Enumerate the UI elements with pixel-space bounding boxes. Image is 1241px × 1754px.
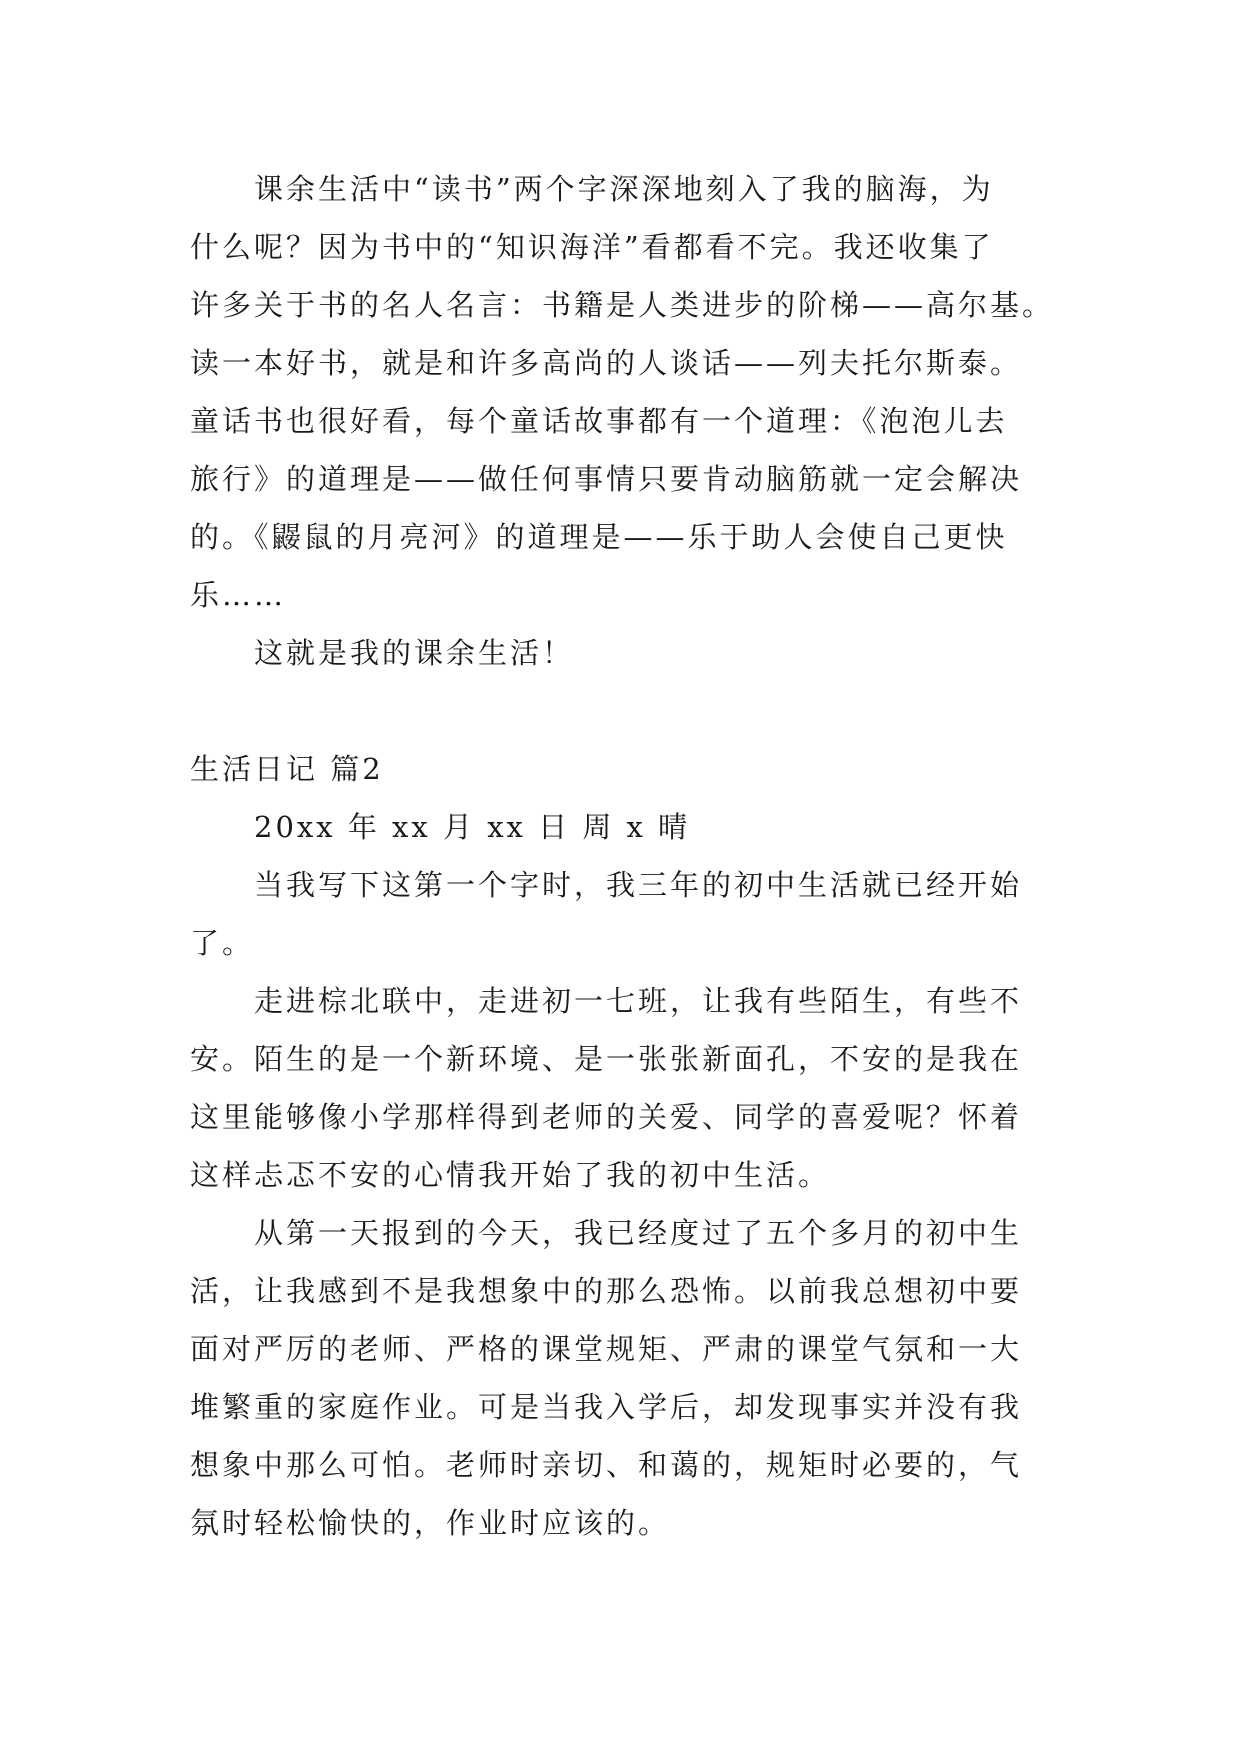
- paragraph-line: 的。《鼹鼠的月亮河》的道理是——乐于助人会使自己更快: [190, 520, 1008, 554]
- date-line: 20xx 年 xx 月 xx 日 周 x 晴: [254, 810, 691, 844]
- paragraph-line: 童话书也很好看，每个童话故事都有一个道理：《泡泡儿去: [190, 404, 1008, 438]
- paragraph-line: 堆繁重的家庭作业。可是当我入学后，却发现事实并没有我: [190, 1390, 1023, 1424]
- paragraph-line: 面对严厉的老师、严格的课堂规矩、严肃的课堂气氛和一大: [190, 1332, 1023, 1366]
- paragraph-school: [190, 972, 1090, 1204]
- document-body: [190, 160, 1090, 1552]
- paragraph-line: 当我写下这第一个字时，我三年的初中生活就已经开始: [254, 868, 1023, 902]
- paragraph-line: 课余生活中“读书”两个字深深地刻入了我的脑海，为: [254, 172, 994, 206]
- paragraph-line: 从第一天报到的今天，我已经度过了五个多月的初中生: [254, 1216, 1023, 1250]
- paragraph-line: 想象中那么可怕。老师时亲切、和蔼的，规矩时必要的，气: [190, 1448, 1023, 1482]
- paragraph-reading: [190, 160, 1090, 624]
- paragraph-line: 这里能够像小学那样得到老师的关爱、同学的喜爱呢？怀着: [190, 1100, 1023, 1134]
- section-title: 生活日记 篇2: [190, 752, 384, 786]
- paragraph-line: 读一本好书，就是和许多高尚的人谈话——列夫托尔斯泰。: [190, 346, 1023, 380]
- paragraph-line: 走进棕北联中，走进初一七班，让我有些陌生，有些不: [254, 984, 1023, 1018]
- paragraph-line: 旅行》的道理是——做任何事情只要肯动脑筋就一定会解决: [190, 462, 1023, 496]
- closing-line: 这就是我的课余生活！: [254, 636, 575, 670]
- paragraph-line: 乐……: [190, 578, 287, 612]
- section-spacer: [190, 682, 1090, 740]
- paragraph-line: 安。陌生的是一个新环境、是一张张新面孔，不安的是我在: [190, 1042, 1023, 1076]
- paragraph-start: [190, 856, 1090, 972]
- paragraph-line: 氛时轻松愉快的，作业时应该的。: [190, 1506, 671, 1540]
- paragraph-line: 活，让我感到不是我想象中的那么恐怖。以前我总想初中要: [190, 1274, 1023, 1308]
- paragraph-line: 这样忐忑不安的心情我开始了我的初中生活。: [190, 1158, 831, 1192]
- paragraph-line: 什么呢？因为书中的“知识海洋”看都看不完。我还收集了: [190, 230, 994, 264]
- paragraph-line: 许多关于书的名人名言：书籍是人类进步的阶梯——高尔基。: [190, 288, 1055, 322]
- paragraph-experience: [190, 1204, 1090, 1552]
- paragraph-line: 了。: [190, 926, 255, 960]
